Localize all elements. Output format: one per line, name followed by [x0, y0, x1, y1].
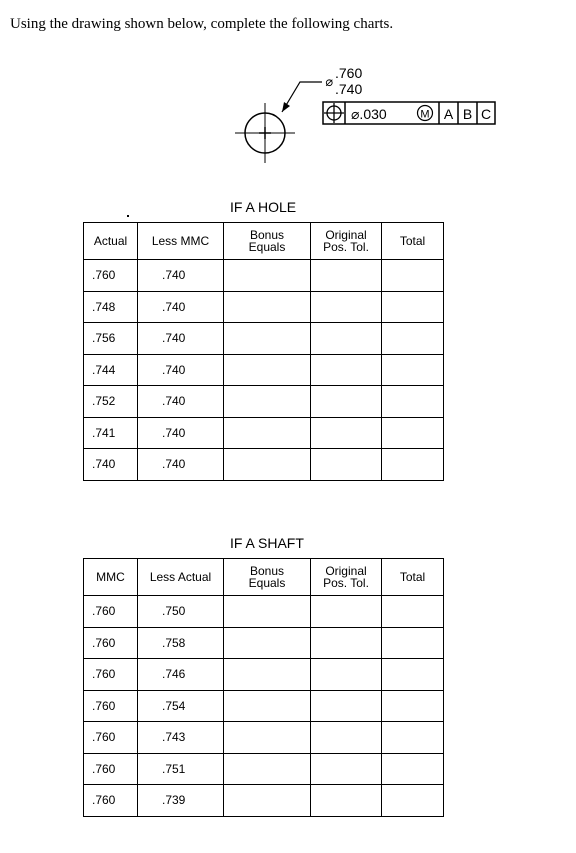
shaft-chart: [83, 558, 444, 817]
pos-tol-cell[interactable]: [311, 785, 382, 817]
position-icon: [324, 103, 344, 123]
table-row: .740 .740: [84, 449, 444, 481]
header-row: [84, 223, 444, 260]
bonus-cell[interactable]: [224, 417, 311, 449]
pos-tol-cell[interactable]: [311, 260, 382, 292]
pos-tol-cell[interactable]: [311, 627, 382, 659]
bonus-cell[interactable]: [224, 386, 311, 418]
diameter-symbol: ⌀: [325, 74, 333, 89]
header-row: [84, 559, 444, 596]
feature-control-frame: [323, 102, 495, 124]
mmc-modifier: [418, 106, 433, 121]
total-cell[interactable]: [382, 260, 444, 292]
header-bonus-equals: Bonus Equals: [224, 223, 311, 260]
table-row: .748 .740: [84, 291, 444, 323]
table-row: .752 .740: [84, 386, 444, 418]
datum-c: C: [480, 106, 492, 122]
pos-tol-cell[interactable]: [311, 753, 382, 785]
header-total: Total: [382, 559, 444, 596]
total-cell[interactable]: [382, 291, 444, 323]
leader-line: [282, 82, 322, 112]
header-bonus-equals: Bonus Equals: [224, 559, 311, 596]
hole-chart: [83, 222, 444, 481]
pos-tol-cell[interactable]: [311, 690, 382, 722]
total-cell[interactable]: [382, 596, 444, 628]
total-cell[interactable]: [382, 449, 444, 481]
total-cell[interactable]: [382, 386, 444, 418]
stray-mark: [127, 215, 129, 217]
pos-tol-cell[interactable]: [311, 323, 382, 355]
pos-tol-cell[interactable]: [311, 722, 382, 754]
total-cell[interactable]: [382, 323, 444, 355]
header-actual: Actual: [84, 223, 138, 260]
table-row: .741 .740: [84, 417, 444, 449]
total-cell[interactable]: [382, 627, 444, 659]
table-row: .760 .754: [84, 690, 444, 722]
table-row: .760 .743: [84, 722, 444, 754]
header-original-pos-tol: Original Pos. Tol.: [311, 559, 382, 596]
total-cell[interactable]: [382, 785, 444, 817]
pos-tol-cell[interactable]: [311, 354, 382, 386]
table-row: .760 .750: [84, 596, 444, 628]
table-row: .760 .740: [84, 260, 444, 292]
table-row: .760 .751: [84, 753, 444, 785]
bonus-cell[interactable]: [224, 690, 311, 722]
bonus-cell[interactable]: [224, 659, 311, 691]
table-row: .744 .740: [84, 354, 444, 386]
bonus-cell[interactable]: [224, 323, 311, 355]
total-cell[interactable]: [382, 417, 444, 449]
instruction-text: Using the drawing shown below, complete the following charts.: [10, 16, 394, 32]
bonus-cell[interactable]: [224, 354, 311, 386]
header-total: Total: [382, 223, 444, 260]
header-less-mmc: Less MMC: [138, 223, 224, 260]
bonus-cell[interactable]: [224, 785, 311, 817]
pos-tol-cell[interactable]: [311, 449, 382, 481]
hole-chart-title: IF A HOLE: [230, 199, 297, 215]
header-original-pos-tol: Original Pos. Tol.: [311, 223, 382, 260]
size-lower: .740: [335, 81, 363, 97]
svg-text:M: M: [420, 108, 430, 121]
hole-drawing: [230, 60, 510, 170]
bonus-cell[interactable]: [224, 627, 311, 659]
bonus-cell[interactable]: [224, 291, 311, 323]
total-cell[interactable]: [382, 690, 444, 722]
header-less-actual: Less Actual: [138, 559, 224, 596]
pos-tol-cell[interactable]: [311, 291, 382, 323]
header-mmc: MMC: [84, 559, 138, 596]
pos-tol-cell[interactable]: [311, 386, 382, 418]
bonus-cell[interactable]: [224, 449, 311, 481]
table-row: .760 .739: [84, 785, 444, 817]
pos-tol-cell[interactable]: [311, 596, 382, 628]
table-row: .760 .746: [84, 659, 444, 691]
total-cell[interactable]: [382, 354, 444, 386]
shaft-chart-title: IF A SHAFT: [230, 535, 304, 551]
total-cell[interactable]: [382, 659, 444, 691]
datum-b: B: [462, 106, 473, 122]
bonus-cell[interactable]: [224, 596, 311, 628]
hole-feature: [235, 103, 295, 163]
total-cell[interactable]: [382, 753, 444, 785]
size-upper: .760: [335, 65, 363, 81]
table-row: .760 .758: [84, 627, 444, 659]
total-cell[interactable]: [382, 722, 444, 754]
bonus-cell[interactable]: [224, 753, 311, 785]
datum-a: A: [443, 106, 454, 122]
table-row: .756 .740: [84, 323, 444, 355]
bonus-cell[interactable]: [224, 722, 311, 754]
bonus-cell[interactable]: [224, 260, 311, 292]
pos-tol-cell[interactable]: [311, 659, 382, 691]
fcf-tolerance: ⌀.030: [351, 106, 387, 122]
pos-tol-cell[interactable]: [311, 417, 382, 449]
